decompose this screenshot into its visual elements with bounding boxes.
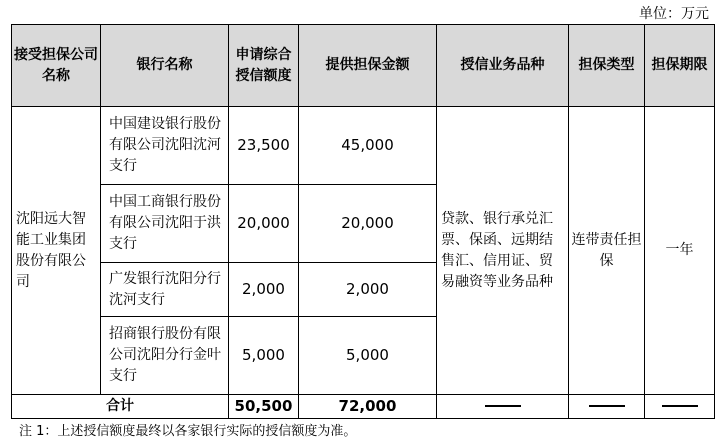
- header-period: 担保期限: [645, 25, 715, 107]
- bank-cell: 中国工商银行股份有限公司沈阳于洪支行: [101, 185, 229, 263]
- total-label: 合计: [12, 395, 229, 419]
- total-row: [12, 395, 715, 419]
- guarantee-table: [11, 24, 715, 419]
- business-cell: 贷款、银行承兑汇票、保函、远期结售汇、信用证、贸易融资等业务品种: [437, 107, 569, 395]
- period-cell: 一年: [645, 107, 715, 395]
- dash-mark: [662, 405, 698, 407]
- header-company: 接受担保公司名称: [12, 25, 101, 107]
- unit-label: 单位：万元: [639, 6, 709, 22]
- header-bank: 银行名称: [101, 25, 229, 107]
- total-guarantee: 72,000: [299, 395, 437, 419]
- table-row: [12, 107, 715, 185]
- header-row: [12, 25, 715, 107]
- company-cell: 沈阳远大智能工业集团股份有限公司: [12, 107, 101, 395]
- total-type-empty: [569, 395, 645, 419]
- guarantee-cell: 5,000: [299, 317, 437, 395]
- header-credit: 申请综合授信额度: [229, 25, 299, 107]
- guarantee-cell: 20,000: [299, 185, 437, 263]
- bank-cell: 招商银行股份有限公司沈阳分行金叶支行: [101, 317, 229, 395]
- total-period-empty: [645, 395, 715, 419]
- header-business: 授信业务品种: [437, 25, 569, 107]
- credit-cell: 2,000: [229, 263, 299, 317]
- total-credit: 50,500: [229, 395, 299, 419]
- dash-mark: [589, 405, 625, 407]
- bank-cell: 广发银行沈阳分行沈河支行: [101, 263, 229, 317]
- total-business-empty: [437, 395, 569, 419]
- dash-mark: [485, 405, 521, 407]
- bank-cell: 中国建设银行股份有限公司沈阳沈河支行: [101, 107, 229, 185]
- footnote: 注 1：上述授信额度最终以各家银行实际的授信额度为准。: [19, 424, 357, 439]
- guarantee-cell: 2,000: [299, 263, 437, 317]
- credit-cell: 5,000: [229, 317, 299, 395]
- credit-cell: 20,000: [229, 185, 299, 263]
- credit-cell: 23,500: [229, 107, 299, 185]
- header-guarantee: 提供担保金额: [299, 25, 437, 107]
- header-type: 担保类型: [569, 25, 645, 107]
- guarantee-cell: 45,000: [299, 107, 437, 185]
- type-cell: 连带责任担保: [569, 107, 645, 395]
